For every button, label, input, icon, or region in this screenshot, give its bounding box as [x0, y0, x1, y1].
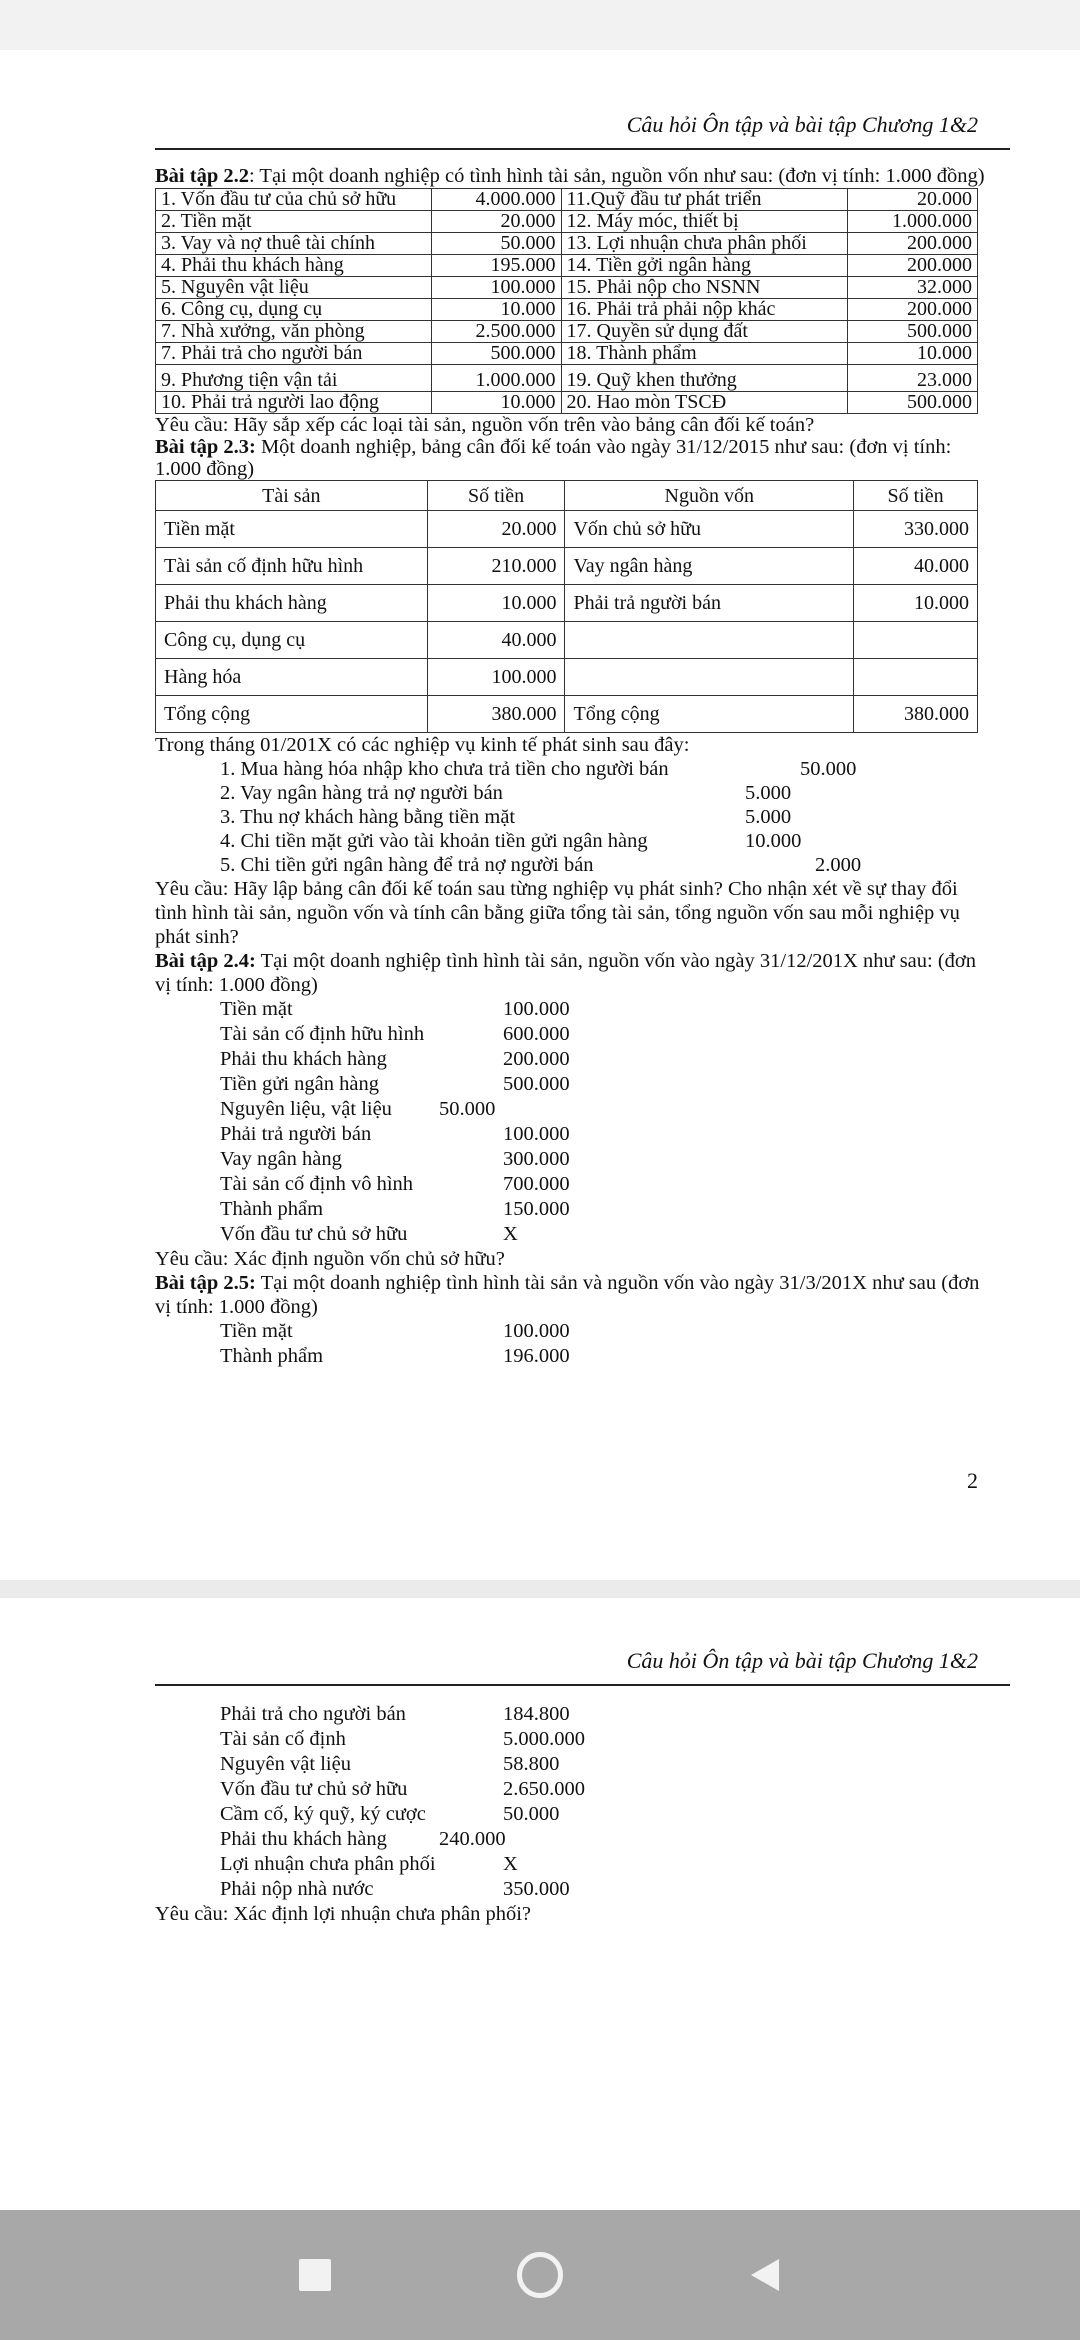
- operation-text: 4. Chi tiền mặt gửi vào tài khoản tiền gửi ngân hàng: [220, 830, 648, 852]
- item-label: Tiền gửi ngân hàng: [220, 1073, 379, 1095]
- item-label: Tài sản cố định: [220, 1728, 346, 1750]
- ex23-item-cell: [565, 622, 854, 659]
- ex25-intro: Bài tập 2.5: Tại một doanh nghiệp tình hình tài sản và nguồn vốn vào ngày 31/3/201X như sau (đơn vị tính: 1.000 đồng): [155, 1272, 980, 1318]
- item-amount: 240.000: [439, 1828, 506, 1850]
- ex22-row: [156, 299, 978, 321]
- ex22-row: [156, 277, 978, 299]
- ex22-amount-cell: 1.000.000: [431, 365, 561, 392]
- operation-item: [220, 829, 990, 853]
- item-amount: 100.000: [503, 998, 570, 1020]
- ex22-intro: Bài tập 2.2: Tại một doanh nghiệp có tình hình tài sản, nguồn vốn như sau: (đơn vị tính: 1.000 đồng): [155, 165, 985, 187]
- ex23-balance-sheet: [155, 480, 978, 733]
- ex22-row: [156, 321, 978, 343]
- header-rule: [155, 1684, 1010, 1686]
- item-label: Phải trả người bán: [220, 1123, 372, 1145]
- ex22-amount-cell: 20.000: [848, 189, 978, 211]
- ex23-intro: Bài tập 2.3: Một doanh nghiệp, bảng cân đối kế toán vào ngày 31/12/2015 như sau: (đơn vị tính: 1.000 đồng): [155, 436, 952, 480]
- list-item: [220, 1852, 990, 1877]
- list-item: [220, 1147, 990, 1172]
- item-label: Thành phẩm: [220, 1198, 324, 1220]
- ex22-row: [156, 255, 978, 277]
- ex23-item-cell: Tổng cộng: [565, 696, 854, 733]
- ex22-amount-cell: 100.000: [431, 277, 561, 299]
- item-label: Phải thu khách hàng: [220, 1828, 387, 1850]
- ex22-amount-cell: 50.000: [431, 233, 561, 255]
- header-rule: [155, 148, 1010, 150]
- item-label: Tài sản cố định vô hình: [220, 1173, 414, 1195]
- item-label: Nguyên liệu, vật liệu: [220, 1098, 392, 1120]
- home-button[interactable]: [515, 2250, 565, 2300]
- ex22-item-cell: 19. Quỹ khen thưởng: [561, 365, 848, 392]
- ex23-row: [156, 659, 978, 696]
- ex23-amount-cell: 330.000: [854, 511, 978, 548]
- system-navigation-bar: [0, 2210, 1080, 2340]
- back-button[interactable]: [740, 2250, 790, 2300]
- ex23-header-cell: Số tiền: [854, 481, 978, 511]
- ex22-item-cell: 11.Quỹ đầu tư phát triển: [561, 189, 848, 211]
- ex23-item-cell: Công cụ, dụng cụ: [156, 622, 428, 659]
- operation-amount: 50.000: [800, 758, 857, 780]
- ex23-header-cell: Số tiền: [427, 481, 565, 511]
- item-amount: X: [503, 1223, 518, 1245]
- list-item: [220, 1344, 990, 1369]
- list-item: [220, 1827, 990, 1852]
- page-2-content: [155, 1702, 990, 1926]
- ex22-item-cell: 16. Phải trả phải nộp khác: [561, 299, 848, 321]
- ex22-requirement: Yêu cầu: Hãy sắp xếp các loại tài sản, nguồn vốn trên vào bảng cân đối kế toán?: [155, 414, 815, 436]
- ex22-amount-cell: 10.000: [848, 343, 978, 365]
- ex22-item-cell: 1. Vốn đầu tư của chủ sở hữu: [156, 189, 432, 211]
- list-item: [220, 1727, 990, 1752]
- ex23-row: [156, 548, 978, 585]
- item-label: Phải nộp nhà nước: [220, 1878, 374, 1900]
- operation-text: 3. Thu nợ khách hàng bằng tiền mặt: [220, 806, 516, 828]
- ex22-item-cell: 6. Công cụ, dụng cụ: [156, 299, 432, 321]
- ex22-amount-cell: 200.000: [848, 255, 978, 277]
- ex22-item-cell: 3. Vay và nợ thuê tài chính: [156, 233, 432, 255]
- page-number: 2: [967, 1468, 978, 1493]
- ex22-amount-cell: 20.000: [431, 211, 561, 233]
- ex23-amount-cell: 10.000: [854, 585, 978, 622]
- operation-text: 1. Mua hàng hóa nhập kho chưa trả tiền cho người bán: [220, 758, 669, 780]
- list-item: [220, 1802, 990, 1827]
- ex23-item-cell: Tổng cộng: [156, 696, 428, 733]
- operation-item: [220, 781, 990, 805]
- ex23-header-row: [156, 481, 978, 511]
- ex22-item-cell: 10. Phải trả người lao động: [156, 392, 432, 414]
- ex22-item-cell: 20. Hao mòn TSCĐ: [561, 392, 848, 414]
- ex22-amount-cell: 32.000: [848, 277, 978, 299]
- item-amount: 300.000: [503, 1148, 570, 1170]
- operation-amount: 5.000: [745, 782, 792, 804]
- list-item: [220, 1122, 990, 1147]
- list-item: [220, 1319, 990, 1344]
- ex22-amount-cell: 4.000.000: [431, 189, 561, 211]
- ex22-amount-cell: 500.000: [431, 343, 561, 365]
- operation-item: [220, 805, 990, 829]
- ex23-item-cell: Hàng hóa: [156, 659, 428, 696]
- item-amount: 600.000: [503, 1023, 570, 1045]
- ex22-amount-cell: 10.000: [431, 299, 561, 321]
- operation-item: [220, 757, 990, 781]
- recent-apps-square-icon: [299, 2259, 331, 2291]
- item-label: Phải trả cho người bán: [220, 1703, 406, 1725]
- recent-apps-button[interactable]: [290, 2250, 340, 2300]
- document-page-1: [0, 50, 1080, 1580]
- operation-item: [220, 853, 990, 877]
- item-amount: 58.800: [503, 1753, 560, 1775]
- item-amount: 196.000: [503, 1345, 570, 1367]
- ex23-item-cell: [565, 659, 854, 696]
- ex22-table: [155, 188, 978, 414]
- status-bar-area: [0, 0, 1080, 50]
- list-item: [220, 1222, 990, 1247]
- ex22-row: [156, 189, 978, 211]
- ex22-amount-cell: 23.000: [848, 365, 978, 392]
- item-label: Vốn đầu tư chủ sở hữu: [220, 1223, 408, 1245]
- ex22-row: [156, 365, 978, 392]
- list-item: [220, 1022, 990, 1047]
- item-amount: 50.000: [439, 1098, 496, 1120]
- ex24-requirement: Yêu cầu: Xác định nguồn vốn chủ sở hữu?: [155, 1248, 505, 1270]
- list-item: [220, 1752, 990, 1777]
- ex23-amount-cell: 40.000: [854, 548, 978, 585]
- ex23-amount-cell: [854, 659, 978, 696]
- running-header: Câu hỏi Ôn tập và bài tập Chương 1&2: [626, 1648, 978, 1673]
- item-label: Vay ngân hàng: [220, 1148, 342, 1170]
- operation-text: 5. Chi tiền gửi ngân hàng để trả nợ người bán: [220, 854, 594, 876]
- item-label: Vốn đầu tư chủ sở hữu: [220, 1778, 408, 1800]
- ex22-item-cell: 13. Lợi nhuận chưa phân phối: [561, 233, 848, 255]
- ex23-amount-cell: 100.000: [427, 659, 565, 696]
- operation-amount: 10.000: [745, 830, 802, 852]
- ex25-requirement: Yêu cầu: Xác định lợi nhuận chưa phân phối?: [155, 1903, 532, 1925]
- ex23-amount-cell: [854, 622, 978, 659]
- ex22-row: [156, 392, 978, 414]
- item-amount: 150.000: [503, 1198, 570, 1220]
- ex22-item-cell: 7. Nhà xưởng, văn phòng: [156, 321, 432, 343]
- list-item: [220, 1197, 990, 1222]
- item-amount: 2.650.000: [503, 1778, 585, 1800]
- item-amount: 100.000: [503, 1320, 570, 1342]
- ex23-item-cell: Vay ngân hàng: [565, 548, 854, 585]
- item-amount: 184.800: [503, 1703, 570, 1725]
- home-circle-icon: [517, 2252, 563, 2298]
- ex22-item-cell: 9. Phương tiện vận tải: [156, 365, 432, 392]
- ex23-header-cell: Tài sản: [156, 481, 428, 511]
- ex22-item-cell: 4. Phải thu khách hàng: [156, 255, 432, 277]
- ex23-row: [156, 511, 978, 548]
- item-amount: 5.000.000: [503, 1728, 585, 1750]
- item-amount: 100.000: [503, 1123, 570, 1145]
- ex22-item-cell: 14. Tiền gởi ngân hàng: [561, 255, 848, 277]
- ex22-item-cell: 12. Máy móc, thiết bị: [561, 211, 848, 233]
- operation-amount: 2.000: [815, 854, 862, 876]
- page-1-content: [155, 165, 990, 1369]
- list-item: [220, 1172, 990, 1197]
- item-label: Lợi nhuận chưa phân phối: [220, 1853, 436, 1875]
- ex23-amount-cell: 40.000: [427, 622, 565, 659]
- ex25-title: Bài tập 2.5:: [155, 1272, 256, 1294]
- list-item: [220, 1097, 990, 1122]
- ex24-items-list: [155, 997, 990, 1247]
- list-item: [220, 1877, 990, 1902]
- ex22-item-cell: 5. Nguyên vật liệu: [156, 277, 432, 299]
- item-label: Tiền mặt: [220, 1320, 293, 1342]
- ex22-amount-cell: 2.500.000: [431, 321, 561, 343]
- ex22-item-cell: 15. Phải nộp cho NSNN: [561, 277, 848, 299]
- ex23-row: [156, 696, 978, 733]
- ex22-item-cell: 18. Thành phẩm: [561, 343, 848, 365]
- item-amount: 350.000: [503, 1878, 570, 1900]
- item-label: Nguyên vật liệu: [220, 1753, 351, 1775]
- ex22-row: [156, 343, 978, 365]
- ex22-item-cell: 2. Tiền mặt: [156, 211, 432, 233]
- document-page-2: [0, 1598, 1080, 2210]
- item-label: Phải thu khách hàng: [220, 1048, 387, 1070]
- ex22-item-cell: 7. Phải trả cho người bán: [156, 343, 432, 365]
- item-label: Tiền mặt: [220, 998, 293, 1020]
- ex23-item-cell: Vốn chủ sở hữu: [565, 511, 854, 548]
- ex23-item-cell: Phải thu khách hàng: [156, 585, 428, 622]
- ex22-amount-cell: 10.000: [431, 392, 561, 414]
- item-label: Cầm cố, ký quỹ, ký cược: [220, 1803, 426, 1825]
- ex23-title: Bài tập 2.3:: [155, 436, 256, 458]
- item-amount: 500.000: [503, 1073, 570, 1095]
- item-label: Thành phẩm: [220, 1345, 324, 1367]
- ex23-header-cell: Nguồn vốn: [565, 481, 854, 511]
- ex23-amount-cell: 20.000: [427, 511, 565, 548]
- ex22-amount-cell: 200.000: [848, 233, 978, 255]
- ex22-amount-cell: 200.000: [848, 299, 978, 321]
- ex23-row: [156, 622, 978, 659]
- ex22-amount-cell: 500.000: [848, 392, 978, 414]
- ex23-amount-cell: 380.000: [427, 696, 565, 733]
- list-item: [220, 1072, 990, 1097]
- item-amount: 700.000: [503, 1173, 570, 1195]
- running-header: Câu hỏi Ôn tập và bài tập Chương 1&2: [626, 112, 978, 137]
- ex25-continued-items-list: [155, 1702, 990, 1902]
- list-item: [220, 1047, 990, 1072]
- ex22-item-cell: 17. Quyền sử dụng đất: [561, 321, 848, 343]
- ex24-title: Bài tập 2.4:: [155, 950, 256, 972]
- ex23-item-cell: Tiền mặt: [156, 511, 428, 548]
- ex24-intro: Bài tập 2.4: Tại một doanh nghiệp tình hình tài sản, nguồn vốn vào ngày 31/12/201X như sau: (đơn vị tính: 1.000 đồng): [155, 950, 977, 996]
- list-item: [220, 1777, 990, 1802]
- ex22-row: [156, 211, 978, 233]
- ex23-item-cell: Phải trả người bán: [565, 585, 854, 622]
- list-item: [220, 997, 990, 1022]
- ex25-items-list: [155, 1319, 990, 1369]
- ex22-amount-cell: 195.000: [431, 255, 561, 277]
- ex23-ops-intro: Trong tháng 01/201X có các nghiệp vụ kinh tế phát sinh sau đây:: [155, 734, 690, 756]
- ex22-title: Bài tập 2.2: [155, 165, 249, 187]
- operation-text: 2. Vay ngân hàng trả nợ người bán: [220, 782, 503, 804]
- back-triangle-icon: [747, 2257, 783, 2293]
- item-label: Tài sản cố định hữu hình: [220, 1023, 425, 1045]
- list-item: [220, 1702, 990, 1727]
- item-amount: X: [503, 1853, 518, 1875]
- item-amount: 200.000: [503, 1048, 570, 1070]
- ex23-operations-list: [220, 757, 990, 877]
- ex23-amount-cell: 10.000: [427, 585, 565, 622]
- ex23-amount-cell: 380.000: [854, 696, 978, 733]
- ex23-amount-cell: 210.000: [427, 548, 565, 585]
- item-amount: 50.000: [503, 1803, 560, 1825]
- operation-amount: 5.000: [745, 806, 792, 828]
- ex23-row: [156, 585, 978, 622]
- ex22-amount-cell: 1.000.000: [848, 211, 978, 233]
- ex22-amount-cell: 500.000: [848, 321, 978, 343]
- ex22-row: [156, 233, 978, 255]
- ex23-item-cell: Tài sản cố định hữu hình: [156, 548, 428, 585]
- ex23-requirement: Yêu cầu: Hãy lập bảng cân đối kế toán sau từng nghiệp vụ phát sinh? Cho nhận xét về sự thay đổi tình hình tài sản, nguồn vốn và tính cân bằng giữa tổng tài sản, tổng nguồn vốn sau mỗi nghiệp vụ phát sinh?: [155, 878, 960, 948]
